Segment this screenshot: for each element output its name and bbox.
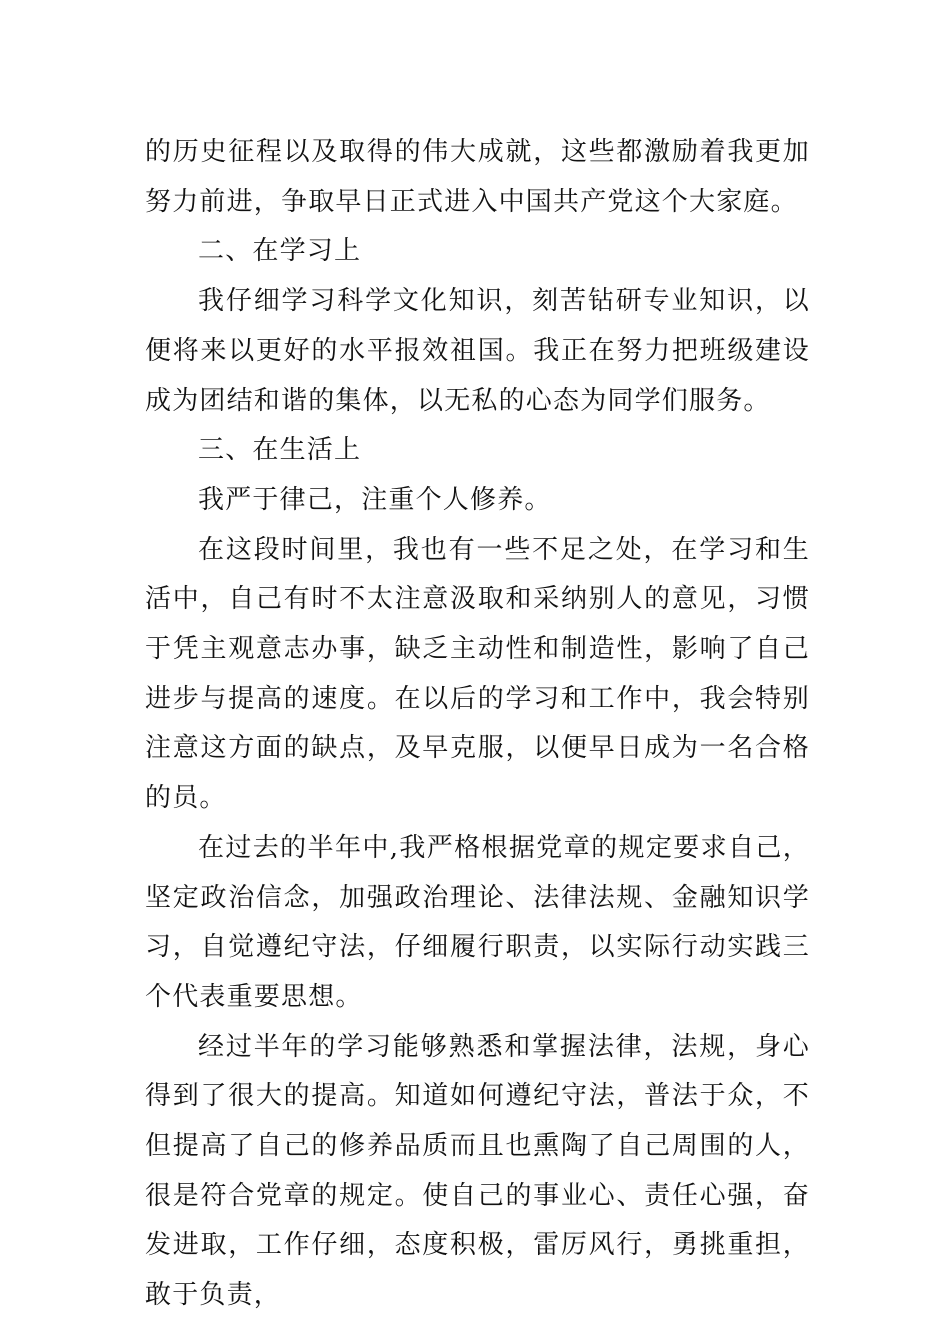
paragraph-life: 我严于律己，注重个人修养。 (198, 484, 552, 515)
section-heading-study: 二、在学习上 (198, 236, 362, 267)
paragraph-learning-results: 经过半年的学习能够熟悉和掌握法律，法规，身心得到了很大的提高。知道如何遵纪守法，普法于众，不但提高了自己的修养品质而且也熏陶了自己周围的人，很是符合党章的规定。使自己的事业心、责任心强，奋发进取，工作仔细，态度积极，雷厉风行，勇挑重担，敢于负责， (145, 1031, 810, 1311)
paragraph-half-year: 在过去的半年中,我严格根据党章的规定要求自己，坚定政治信念，加强政治理论、法律法规、金融知识学习，自觉遵纪守法，仔细履行职责，以实际行动实践三个代表重要思想。 (145, 832, 810, 1012)
paragraph-continuation: 的历史征程以及取得的伟大成就，这些都激励着我更加努力前进，争取早日正式进入中国共产党这个大家庭。 (145, 137, 810, 217)
paragraph-study: 我仔细学习科学文化知识，刻苦钻研专业知识，以便将来以更好的水平报效祖国。我正在努力把班级建设成为团结和谐的集体，以无私的心态为同学们服务。 (145, 286, 810, 416)
document-page (145, 128, 810, 1321)
section-heading-life: 三、在生活上 (198, 435, 362, 466)
paragraph-shortcomings: 在这段时间里，我也有一些不足之处，在学习和生活中，自己有时不太注意汲取和采纳别人的意见，习惯于凭主观意志办事，缺乏主动性和制造性，影响了自己进步与提高的速度。在以后的学习和工作中，我会特别注意这方面的缺点，及早克服，以便早日成为一名合格的员。 (145, 534, 810, 814)
